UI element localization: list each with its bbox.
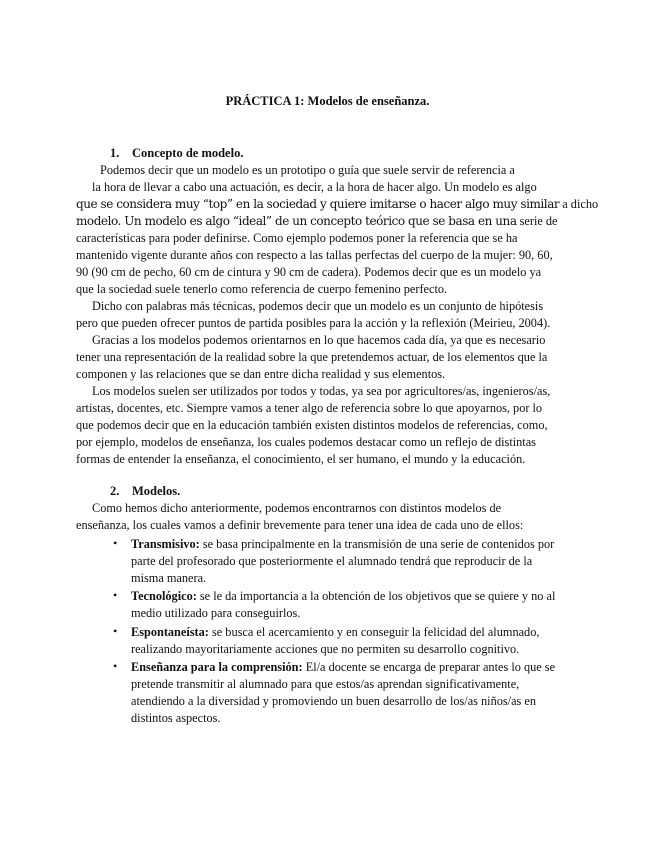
paragraph-line: Gracias a los modelos podemos orientarnos en lo que hacemos cada día, ya que es necesario [92,333,546,347]
bullet-marker: • [113,659,118,673]
paragraph-line: que la sociedad suele tenerlo como referencia de cuerpo femenino perfecto. [76,282,448,296]
paragraph-line: pero que pueden ofrecer puntos de partida posibles para la acción y la reflexión (Meirieu, 2004). [76,316,551,330]
paragraph-line: artistas, docentes, etc. Siempre vamos a tener algo de referencia sobre lo que apoyarnos, por lo [76,401,543,415]
paragraph-line: características para poder definirse. Como ejemplo podemos poner la referencia que se ha [76,231,518,245]
paragraph-line: enseñanza, los cuales vamos a definir brevemente para tener una idea de cada uno de ellos: [76,518,524,532]
paragraph-line: la hora de llevar a cabo una actuación, es decir, a la hora de hacer algo. Un modelo es algo [92,180,537,194]
bullet-text: El/a docente se encarga de preparar antes lo que se [305,660,556,674]
paragraph-line: Dicho con palabras más técnicas, podemos decir que un modelo es un conjunto de hipótesis [92,299,544,313]
bullet-item-comprension [131,659,555,676]
paragraph-line: tener una representación de la realidad sobre la que pretendemos actuar, de los elementos que la [76,350,548,364]
bullet-text-line: atendiendo a la diversidad y promoviendo un buen desarrollo de los/as niños/as en [131,694,537,708]
paragraph-line: Podemos decir que un modelo es un prototipo o guía que suele servir de referencia a [100,163,515,177]
bullet-item-espontaneista [131,624,539,641]
paragraph-line: componen y las relaciones que se dan entre dicha realidad y sus elementos. [76,367,446,381]
bullet-marker: • [113,536,118,550]
section-heading-modelos [110,484,180,499]
bullet-text-line: distintos aspectos. [131,711,221,725]
page-title: PRÁCTICA 1: Modelos de enseñanza. [225,94,430,108]
paragraph-segment: a dicho [562,197,599,211]
paragraph-line: mantenido vigente durante años con respecto a las tallas perfectas del cuerpo de la mujer: 90, 60, [76,248,553,262]
paragraph-line: formas de entender la enseñanza, el conocimiento, el ser humano, el mundo y la educación. [76,452,526,466]
paragraph-line [76,196,598,213]
bullet-term: Tecnológico: [131,589,197,603]
paragraph-line [76,213,558,230]
bullet-term: Espontaneísta: [131,625,209,639]
bullet-term: Transmisivo: [131,537,200,551]
paragraph-line: Como hemos dicho anteriormente, podemos encontrarnos con distintos modelos de [92,501,502,515]
bullet-text-line: realizando mayoritariamente acciones que no permiten su desarrollo cognitivo. [131,642,520,656]
paragraph-segment: modelo. Un modelo es algo “ideal” de un concepto teórico que se basa en una [76,214,517,228]
bullet-text-line: parte del profesorado que posteriormente el alumnado tendrá que reproducir de la [131,554,533,568]
bullet-item-transmisivo [131,536,554,553]
bullet-marker: • [113,588,118,602]
bullet-item-tecnologico [131,588,555,605]
paragraph-line: Los modelos suelen ser utilizados por todos y todas, ya sea por agricultores/as, ingenieros/as, [92,384,551,398]
section-number: 1. [110,146,120,160]
bullet-text-line: misma manera. [131,571,207,585]
section-number: 2. [110,484,120,498]
section-heading-text: Modelos. [132,484,181,498]
paragraph-line: 90 (90 cm de pecho, 60 cm de cintura y 90 cm de cadera). Podemos decir que es un modelo ya [76,265,542,279]
bullet-term: Enseñanza para la comprensión: [131,660,303,674]
bullet-marker: • [113,624,118,638]
bullet-text: se basa principalmente en la transmisión de una serie de contenidos por [202,537,555,551]
bullet-text: se le da importancia a la obtención de los objetivos que se quiere y no al [199,589,556,603]
paragraph-segment: serie de [519,214,558,228]
bullet-text-line: pretende transmitir al alumnado para que estos/as aprendan significativamente, [131,677,520,691]
paragraph-line: que podemos decir que en la educación también existen distintos modelos de referencias, como, [76,418,548,432]
paragraph-line: por ejemplo, modelos de enseñanza, los cuales podemos destacar como un reflejo de distintas [76,435,536,449]
paragraph-segment: que se considera muy “top” en la sociedad y quiere imitarse o hacer algo muy similar [76,197,560,211]
bullet-text: se busca el acercamiento y en conseguir la felicidad del alumnado, [211,625,540,639]
section-heading-concepto [110,146,243,161]
bullet-text-line: medio utilizado para conseguirlos. [131,606,301,620]
section-heading-text: Concepto de modelo. [132,146,244,160]
